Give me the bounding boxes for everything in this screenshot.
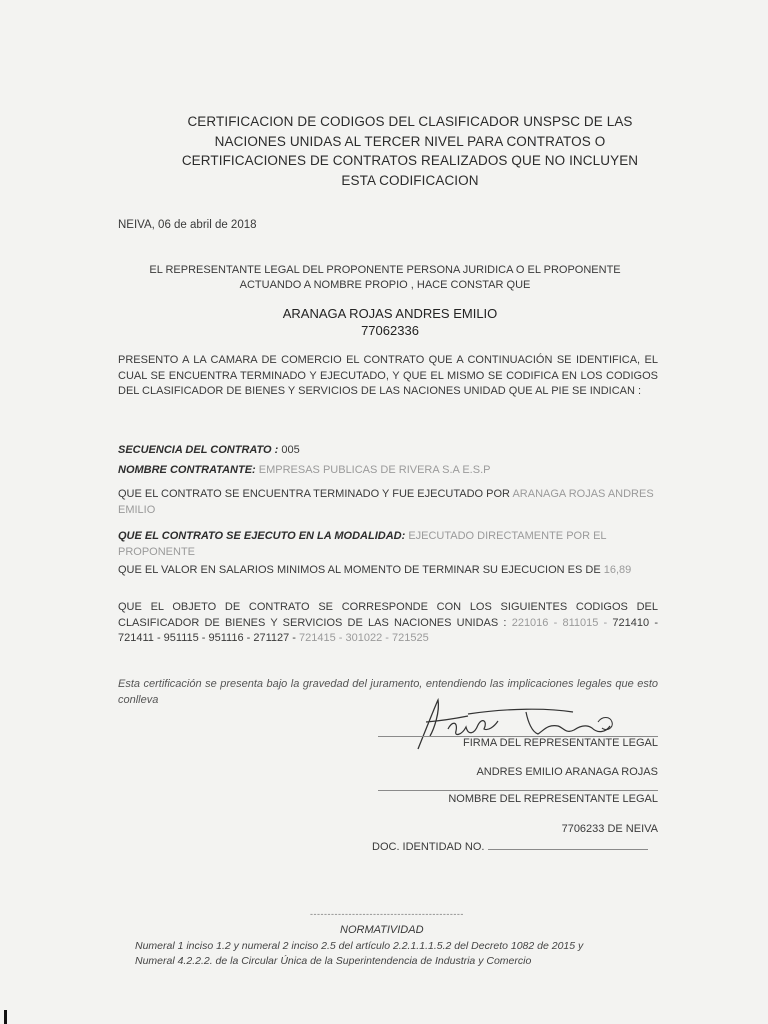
norm-line-2: Numeral 4.2.2.2. de la Circular Única de la Superintendencia de Industria y Comercio — [135, 955, 532, 967]
value-amount: 16,89 — [603, 564, 632, 576]
title-line-2: NACIONES UNIDAS AL TERCER NIVEL PARA CONTRATOS O — [214, 133, 606, 149]
contractor-label: NOMBRE CONTRATANTE: — [118, 464, 256, 476]
norm-text — [135, 939, 655, 969]
norm-heading: NORMATIVIDAD — [340, 924, 424, 936]
document-number: 7706233 DE NEIVA — [561, 823, 658, 835]
title-line-4: ESTA CODIFICACION — [341, 172, 479, 188]
signature-label: FIRMA DEL REPRESENTANTE LEGAL — [463, 737, 658, 749]
sequence-value: 005 — [281, 444, 300, 456]
representative-id: 77062336 — [361, 323, 419, 338]
scan-edge-mark — [4, 1010, 7, 1024]
norm-divider: -------------------------------------------- — [310, 909, 464, 919]
id-document-label: DOC. IDENTIDAD NO. — [372, 841, 485, 853]
object-row — [118, 600, 658, 647]
id-document-row — [372, 839, 648, 853]
name-line — [378, 790, 658, 791]
statement-paragraph: PRESENTO A LA CAMARA DE COMERCIO EL CONTRATO QUE A CONTINUACIÓN SE IDENTIFICA, EL CUAL SE ENCUENTRA TERMINADO Y EJECUTADO, Y QUE EL MISMO SE CODIFICA EN LOS CODIGOS DEL CLASIFICADOR DE BIENES Y SERVICIOS DE LAS NACIONES UNIDAD QUE AL PIE SE INDICAN : — [118, 354, 658, 397]
title-line-1: CERTIFICACION DE CODIGOS DEL CLASIFICADOR UNSPSC DE LAS — [187, 114, 633, 129]
title-line-3: CERTIFICACIONES DE CONTRATOS REALIZADOS QUE NO INCLUYEN — [181, 153, 639, 168]
modality-value: EJECUTADO DIRECTAMENTE POR EL PROPONENTE — [118, 530, 607, 558]
document-date: NEIVA, 06 de abril de 2018 — [118, 219, 257, 231]
sequence-row — [118, 443, 658, 459]
value-text: QUE EL VALOR EN SALARIOS MINIMOS AL MOMENTO DE TERMINAR SU EJECUCION ES DE — [118, 564, 601, 576]
intro-line-2: ACTUANDO A NOMBRE PROPIO , HACE CONSTAR QUE — [239, 279, 531, 291]
representative-block — [150, 305, 630, 339]
terminated-row — [118, 487, 658, 518]
terminated-text: QUE EL CONTRATO SE ENCUENTRA TERMINADO Y FUE EJECUTADO POR — [118, 488, 510, 500]
document-title — [150, 112, 670, 190]
object-codes: 721410 - 721411 - 951115 - 951116 - 271127 - — [118, 616, 658, 644]
norm-line-1: Numeral 1 inciso 1.2 y numeral 2 inciso 2.5 del artículo 2.2.1.1.1.5.2 del Decreto 1082 de 2015 y — [135, 940, 584, 952]
id-document-line — [488, 839, 648, 850]
sequence-label: SECUENCIA DEL CONTRATO : — [118, 444, 279, 456]
contractor-value: EMPRESAS PUBLICAS DE RIVERA S.A E.S.P — [258, 464, 491, 476]
terminated-value: ARANAGA ROJAS ANDRES EMILIO — [118, 488, 654, 516]
modality-row — [118, 529, 658, 560]
signer-name-label: NOMBRE DEL REPRESENTANTE LEGAL — [448, 793, 658, 805]
object-codes-tail: 721415 - 301022 - 721525 — [299, 632, 429, 644]
contractor-row — [118, 463, 658, 479]
intro-text — [130, 263, 640, 293]
representative-name: ARANAGA ROJAS ANDRES EMILIO — [282, 306, 498, 321]
object-text: QUE EL OBJETO DE CONTRATO SE CORRESPONDE CON LOS SIGUIENTES CODIGOS DEL CLASIFICADOR DE BIENES Y SERVICIOS DE LAS NACIONES UNIDAS : — [118, 601, 658, 629]
modality-label: QUE EL CONTRATO SE EJECUTO EN LA MODALIDAD: — [118, 530, 406, 542]
intro-line-1: EL REPRESENTANTE LEGAL DEL PROPONENTE PERSONA JURIDICA O EL PROPONENTE — [149, 264, 621, 276]
object-codes-faint: 221016 - 811015 - — [511, 616, 608, 629]
certification-note: Esta certificación se presenta bajo la gravedad del juramento, entendiendo las implicaciones legales que esto conlleva — [118, 678, 658, 706]
value-row — [118, 563, 658, 579]
signer-name: ANDRES EMILIO ARANAGA ROJAS — [476, 766, 658, 778]
